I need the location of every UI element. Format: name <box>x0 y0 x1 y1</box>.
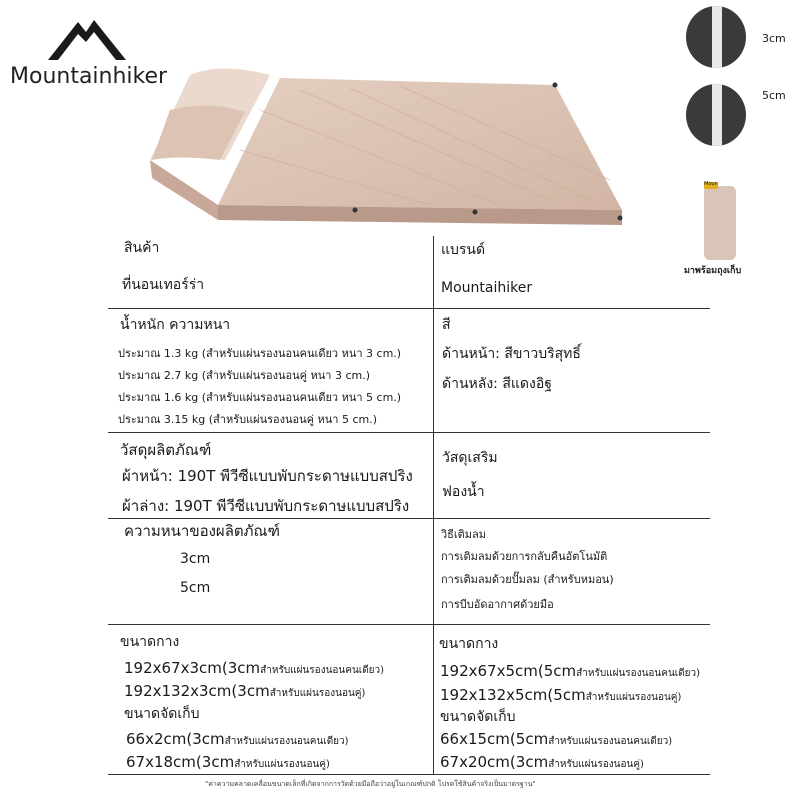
thumb-5cm-label: 5cm <box>762 89 786 102</box>
footer-note: "ค่าความคลาดเคลื่อนขนาดเล็กที่เกิดจากการวัดด้วยมือถือว่าอยู่ในเกณฑ์ปกติ โปรดใช้สินค้าจริงเป็นมาตรฐาน" <box>205 780 536 788</box>
size-value: 192x67x5cm <box>440 662 538 680</box>
size-value: 192x132x3cm <box>124 682 232 700</box>
inflate-item: การเติมลมด้วยปั๊มลม (สำหรับหมอน) <box>441 573 614 586</box>
weight-item: ประมาณ 2.7 kg (สำหรับแผ่นรองนอนคู่ หนา 3 cm.) <box>118 369 371 382</box>
size-left-double <box>124 682 365 700</box>
brand-name: Mountainhiker <box>10 64 168 89</box>
material-label: วัสดุผลิตภัณฑ์ <box>120 441 212 459</box>
size-paren: (3cm <box>195 753 235 771</box>
weight-item: ประมาณ 1.6 kg (สำหรับแผ่นรองนอนคนเดียว หนา 5 cm.) <box>118 391 402 404</box>
inflate-item: การบีบอัดอากาศด้วยมือ <box>441 598 554 611</box>
color-front: ด้านหน้า: สีขาวบริสุทธิ์ <box>442 346 581 362</box>
size-value: 192x132x5cm <box>440 686 548 704</box>
color-label: สี <box>442 317 451 333</box>
size-note: สำหรับแผ่นรองนอนคนเดียว) <box>260 665 385 676</box>
store-left-single <box>126 730 349 748</box>
bag-tag: Moun <box>704 181 718 187</box>
weight-item: ประมาณ 3.15 kg (สำหรับแผ่นรองนอนคู่ หนา 5 cm.) <box>118 413 378 426</box>
size-left-single <box>124 659 384 677</box>
extra-material-value: ฟองน้ำ <box>442 484 485 500</box>
size-note: สำหรับแผ่นรองนอนคู่) <box>548 759 644 770</box>
size-value: 192x67x3cm <box>124 659 222 677</box>
size-paren: (5cm <box>509 730 549 748</box>
size-paren: (3cm <box>509 753 549 771</box>
color-back: ด้านหลัง: สีแดงอิฐ <box>442 376 552 392</box>
size-right-single <box>440 662 700 680</box>
thickness-3cm: 3cm <box>180 551 211 567</box>
weight-item: ประมาณ 1.3 kg (สำหรับแผ่นรองนอนคนเดียว หนา 3 cm.) <box>118 347 402 360</box>
size-value: 67x18cm <box>126 753 196 771</box>
thickness-5cm: 5cm <box>180 580 211 596</box>
size-value: 67x20cm <box>440 753 510 771</box>
brand-label: แบรนด์ <box>441 242 486 258</box>
size-note: สำหรับแผ่นรองนอนคนเดียว) <box>224 736 349 747</box>
size-right-double <box>440 686 681 704</box>
size-note: สำหรับแผ่นรองนอนคนเดียว) <box>576 668 701 679</box>
product-value: ที่นอนเทอร์ร่า <box>122 277 205 293</box>
size-paren: (3cm <box>221 659 261 677</box>
product-label: สินค้า <box>124 240 160 256</box>
store-right-label: ขนาดจัดเก็บ <box>440 709 516 725</box>
size-note: สำหรับแผ่นรองนอนคู่) <box>585 692 682 703</box>
size-note: สำหรับแผ่นรองนอนคู่) <box>234 759 330 770</box>
size-paren: (3cm <box>231 682 270 700</box>
thumb-3cm-label: 3cm <box>762 32 786 45</box>
brand-value: Mountaihiker <box>441 280 533 296</box>
size-left-label: ขนาดกาง <box>120 634 180 650</box>
size-value: 66x2cm <box>126 730 187 748</box>
weight-label: น้ำหนัก ความหนา <box>120 317 231 333</box>
extra-material-label: วัสดุเสริม <box>442 450 498 466</box>
inflate-label: วิธีเติมลม <box>441 528 487 541</box>
size-paren: (5cm <box>537 662 577 680</box>
size-paren: (5cm <box>547 686 586 704</box>
bag-caption: มาพร้อมถุงเก็บ <box>684 266 742 276</box>
size-paren: (3cm <box>186 730 225 748</box>
inflate-item: การเติมลมด้วยการกลับคืนอัตโนมัติ <box>441 550 608 563</box>
size-value: 66x15cm <box>440 730 510 748</box>
thickness-label: ความหนาของผลิตภัณฑ์ <box>124 522 280 540</box>
size-note: สำหรับแผ่นรองนอนคู่) <box>269 688 366 699</box>
material-front: ผ้าหน้า: 190T พีวีซีแบบพับกระดาษแบบสปริง <box>122 467 413 485</box>
store-right-double <box>440 753 644 771</box>
store-left-double <box>126 753 330 771</box>
size-note: สำหรับแผ่นรองนอนคนเดียว) <box>548 736 673 747</box>
material-back: ผ้าล่าง: 190T พีวีซีแบบพับกระดาษแบบสปริง <box>122 497 410 515</box>
size-right-label: ขนาดกาง <box>439 636 499 652</box>
store-right-single <box>440 730 672 748</box>
store-left-label: ขนาดจัดเก็บ <box>124 706 200 722</box>
